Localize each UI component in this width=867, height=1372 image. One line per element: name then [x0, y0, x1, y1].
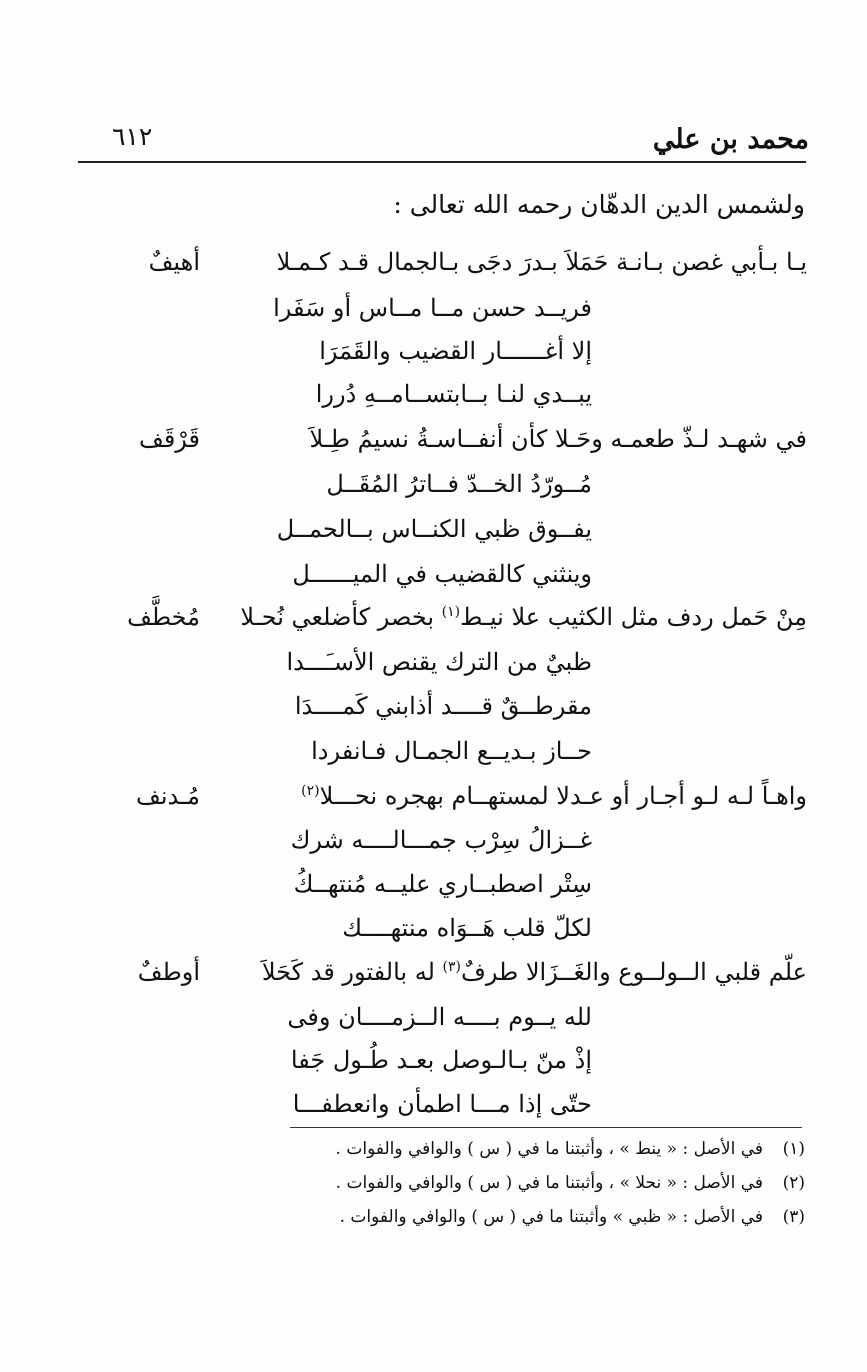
header-rule — [78, 161, 806, 163]
stanza-5-main-rest: له بالفتور قد كَحَلاَ — [261, 958, 443, 986]
stanza-5-line-2: إذْ منّ بـالـوصل بعـد طُـول جَفا — [290, 1046, 592, 1074]
footnote-2-number: (٢) — [782, 1173, 805, 1193]
stanza-3-main-part: مِنْ حَمل ردف مثل الكثيب علا نيـط — [460, 603, 807, 631]
footnote-ref-2: (٢) — [301, 783, 320, 799]
stanza-3-line-3: حــاز بـديــع الجمـال فـانفردا — [311, 737, 592, 765]
intro-line: ولشمس الدين الدهّان رحمه الله تعالى : — [393, 190, 805, 219]
footnote-1-number: (١) — [782, 1139, 805, 1159]
stanza-5-side-word: أوطفٌ — [137, 958, 200, 986]
footnote-rule — [290, 1127, 802, 1128]
footnote-2-text: في الأصل : « نحلا » ، وأثبتنا ما في ( س ) والوافي والفوات . — [335, 1173, 763, 1193]
stanza-4-side-word: مُـدنف — [135, 782, 200, 810]
stanza-5-main-line — [262, 958, 807, 986]
stanza-4-main-line — [301, 782, 807, 810]
stanza-1-main-line: يـا بـأبي غصن بـانـة حَمَلاَ بـدرَ دجَى بـالجمال قـد كـمـلا — [276, 248, 807, 276]
stanza-2-line-2: يفــوق ظبي الكنــاس بــالحمــل — [276, 515, 592, 543]
stanza-4-line-2: سِتْر اصطبــاري عليــه مُنتهــكُ — [293, 870, 592, 898]
stanza-1-line-1: فريــد حسن مــا مــاس أو سَفَرا — [273, 294, 592, 322]
stanza-2-side-word: قَرْقَف — [138, 425, 200, 453]
stanza-2-main-line: في شهـد لـذّ طعمـه وحَـلا كأن أنفــاسـةُ نسيمُ طِـلاَ — [309, 425, 807, 453]
footnote-3 — [340, 1207, 805, 1227]
footnote-2 — [336, 1173, 805, 1193]
stanza-4-main-part: واهـاً لـه لـو أجـار أو عـدلا لمستهــام بهجره نحـــلا — [319, 782, 807, 810]
page-number: ٦١٢ — [112, 122, 153, 151]
stanza-3-line-2: مقرطــقٌ قــــد أذابني كَمــــدَا — [294, 692, 592, 720]
running-header-title: محمد بن علي — [652, 124, 809, 155]
footnote-ref-3: (٣) — [442, 959, 462, 975]
stanza-4-line-1: غــزالُ سِرْب جمـــالــــه شرك — [290, 826, 592, 854]
stanza-2-line-3: وينثني كالقضيب في الميــــــل — [292, 560, 592, 588]
footnote-1 — [336, 1139, 805, 1159]
footnote-ref-1: (١) — [441, 604, 461, 620]
stanza-1-line-2: إلا أغــــــار القضيب والقَمَرَا — [319, 337, 592, 365]
footnote-3-number: (٣) — [782, 1207, 805, 1227]
stanza-2-line-1: مُــورّدُ الخــدّ فــاترُ المُقَــل — [326, 470, 592, 498]
stanza-3-line-1: ظبيٌ من الترك يقنص الأسـَـــدا — [286, 648, 592, 676]
footnote-1-text: في الأصل : « ينط » ، وأثبتنا ما في ( س ) والوافي والفوات . — [335, 1139, 763, 1159]
stanza-3-side-word: مُخطَّف — [127, 603, 200, 631]
stanza-5-main-part: علّم قلبي الــولــوع والغَــزَالا طرفٌ — [461, 958, 807, 986]
stanza-3-main-line — [240, 603, 807, 631]
stanza-3-main-rest: بخصر كأضلعي نُحـلا — [240, 603, 442, 631]
stanza-4-line-3: لكلّ قلب هَــوَاه منتهــــك — [342, 914, 592, 942]
footnote-3-text: في الأصل : « ظبي » وأثبتنا ما في ( س ) والوافي والفوات . — [339, 1207, 763, 1227]
stanza-1-side-word: أهيفٌ — [148, 248, 200, 276]
stanza-5-line-3: حتّى إذا مـــا اطمأن وانعطفـــا — [292, 1090, 592, 1118]
stanza-1-line-3: يبــدي لنـا بــابتســامــهِ دُررا — [315, 380, 592, 408]
stanza-5-line-1: لله يــوم بــــه الــزمــــان وفى — [287, 1003, 592, 1031]
